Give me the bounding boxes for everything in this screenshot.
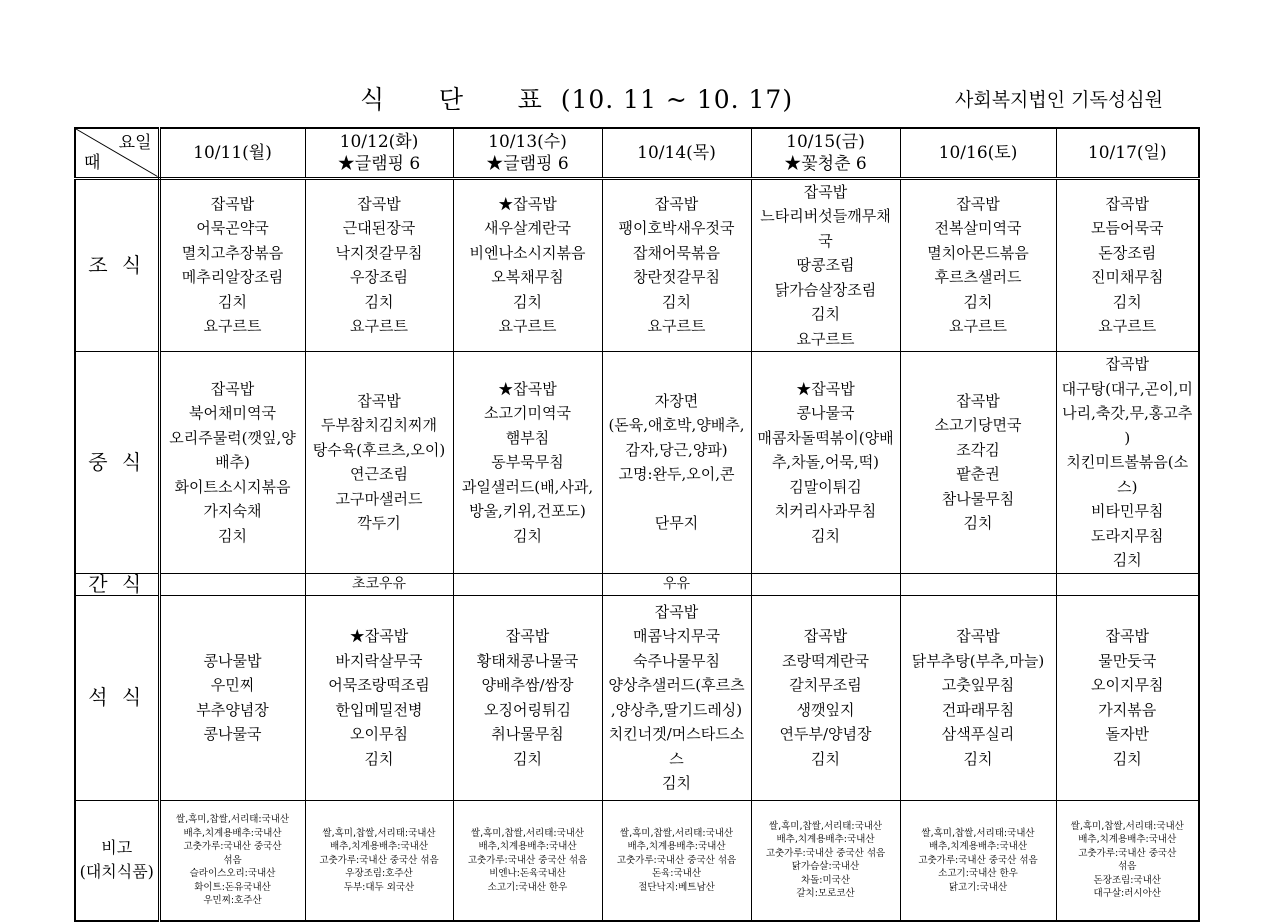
- breakfast-cell-7: [1056, 178, 1199, 352]
- dinner-item: 김치: [963, 749, 993, 768]
- note-cell-4: [602, 800, 751, 921]
- breakfast-item: 김치: [218, 292, 247, 311]
- breakfast-item: 근대된장국: [342, 219, 416, 238]
- breakfast-item: 국: [818, 231, 833, 250]
- page-title: 식 단 표 (10. 11 ~ 10. 17): [360, 85, 794, 114]
- note-item: 화이트:돈유국내산: [194, 881, 271, 893]
- day-axis-label: 요일: [118, 133, 152, 153]
- lunch-item: 나리,축갓,무,홍고추: [1062, 404, 1193, 422]
- breakfast-cell-3: [453, 178, 602, 352]
- day-event: ★글램핑 6: [486, 153, 569, 174]
- lunch-item: 김말이튀김: [789, 477, 862, 496]
- dinner-item: 숙주나물무침: [633, 651, 720, 670]
- note-item: 소고기:국내산 한우: [938, 868, 1018, 879]
- note-item: 돈장조림:국내산: [1093, 874, 1161, 886]
- day-header-5: [751, 128, 900, 178]
- lunch-item: 화이트소시지볶음: [174, 477, 291, 496]
- lunch-cell-2: [305, 352, 453, 574]
- day-header-3: [453, 128, 602, 178]
- note-item: 갈치:모로코산: [796, 888, 855, 900]
- lunch-item: 가지숙채: [203, 502, 262, 520]
- dinner-item: 돌자반: [1105, 725, 1149, 743]
- dinner-item: 김치: [513, 749, 542, 768]
- breakfast-item: 진미채무침: [1091, 268, 1164, 287]
- breakfast-item: 잡곡밥: [357, 194, 401, 213]
- lunch-item: 두부참치김치찌개: [321, 416, 437, 435]
- note-item: 섞음: [1118, 861, 1137, 873]
- dinner-item: 황태채콩나물국: [476, 651, 579, 670]
- lunch-item: 스): [1117, 477, 1138, 496]
- note-item: 쌀,흑미,찹쌀,서리태:국내산: [1070, 820, 1184, 832]
- breakfast-item: 잡곡밥: [1105, 194, 1149, 213]
- dinner-item: 갈치무조림: [789, 676, 862, 694]
- day-date: 10/11(월): [193, 142, 272, 163]
- note-item: 고춧가루:국내산 중국산 섞음: [319, 854, 439, 866]
- dinner-item: 스: [669, 749, 684, 768]
- row-label: 조 식: [75, 178, 159, 352]
- lunch-item: ★잡곡밥: [498, 379, 557, 398]
- lunch-item: ): [1124, 428, 1131, 447]
- lunch-item: 팥춘권: [956, 465, 1000, 484]
- note-item: 우민찌:호주산: [203, 895, 262, 906]
- lunch-cell-4: [602, 352, 751, 574]
- dinner-item: 건파래무침: [941, 700, 1015, 719]
- breakfast-item: 김치: [364, 292, 394, 311]
- note-cell-5: [751, 800, 900, 921]
- day-date: 10/12(화): [339, 131, 419, 152]
- snack-cell-7: [1056, 573, 1199, 595]
- breakfast-item: 멸치아몬드볶음: [927, 243, 1029, 262]
- note-item: 고춧가루:국내산 중국산: [1078, 847, 1177, 859]
- dinner-cell-4: [602, 595, 751, 800]
- breakfast-cell-4: [602, 178, 751, 352]
- lunch-item: 과일샐러드(배,사과,: [461, 477, 594, 496]
- breakfast-item: 요구르트: [350, 317, 408, 336]
- note-item: 섞음: [223, 854, 242, 866]
- note-item: 슬라이스오리:국내산: [189, 868, 276, 879]
- note-item: 절단낙지:베트남산: [638, 881, 715, 893]
- lunch-cell-3: [453, 352, 602, 574]
- note-item: 배추,치계용배추:국내산: [627, 841, 726, 852]
- lunch-item: 잡곡밥: [956, 391, 1000, 410]
- breakfast-item: 잡곡밥: [210, 194, 255, 213]
- day-event: ★글램핑 6: [337, 153, 421, 174]
- breakfast-item: 김치: [963, 292, 993, 311]
- lunch-item: 배추): [215, 453, 250, 471]
- breakfast-item: 우장조림: [350, 268, 408, 287]
- note-item: 돈육:국내산: [651, 868, 702, 879]
- lunch-item: 김치: [811, 526, 840, 545]
- lunch-item: 동부묵무침: [491, 453, 564, 471]
- dinner-item: 연두부/양념장: [779, 725, 872, 743]
- breakfast-item: 닭가슴살장조림: [774, 280, 877, 299]
- note-label-sub: (대치식품): [79, 862, 154, 882]
- dinner-item: 김치: [1112, 749, 1142, 768]
- lunch-item: 고명:완두,오이,콘: [618, 465, 735, 484]
- dinner-item: 우민찌: [210, 676, 255, 694]
- snack-cell-3: [453, 573, 602, 595]
- breakfast-item: 요구르트: [949, 317, 1007, 336]
- dinner-cell-6: [900, 595, 1056, 800]
- day-header-2: [305, 128, 453, 178]
- dinner-item: 오징어링튀김: [484, 700, 571, 719]
- row-label: 중 식: [75, 352, 159, 574]
- dinner-cell-7: [1056, 595, 1199, 800]
- day-header-1: [159, 128, 305, 178]
- note-cell-1: [159, 800, 305, 921]
- dinner-item: ,양상추,딸기드레싱): [610, 700, 743, 719]
- note-item: 고춧가루:국내산 중국산 섞음: [467, 854, 588, 866]
- dinner-item: 김치: [364, 749, 394, 768]
- snack-cell-5: [751, 573, 900, 595]
- note-item: 고춧가루:국내산 중국산 섞음: [765, 847, 886, 859]
- dinner-item: 매콤낙지무국: [633, 627, 720, 645]
- breakfast-item: 잡채어묵볶음: [633, 243, 720, 262]
- breakfast-item: 멸치고추장볶음: [181, 243, 284, 262]
- dinner-item: 물만둣국: [1098, 651, 1157, 670]
- dinner-item: 부추양념장: [196, 700, 269, 719]
- lunch-item: 오리주물럭(깻잎,양: [169, 428, 296, 447]
- breakfast-item: 요구르트: [498, 317, 557, 336]
- day-date: 10/13(수): [488, 131, 567, 152]
- note-item: 배추,치계용배추:국내산: [330, 841, 428, 852]
- dinner-item: 닭부추탕(부추,마늘): [911, 651, 1045, 670]
- dinner-item: 바지락살무국: [335, 651, 423, 670]
- dinner-item: 생깻잎지: [796, 700, 855, 719]
- dinner-cell-1: [159, 595, 305, 800]
- note-item: 두부:대두 외국산: [343, 881, 415, 893]
- lunch-item: 잡곡밥: [210, 379, 255, 398]
- snack-cell-2: 초코우유: [305, 573, 453, 595]
- snack-cell-6: [900, 573, 1056, 595]
- lunch-item: 탕수육(후르츠,오이): [312, 440, 446, 459]
- dinner-item: 잡곡밥: [654, 602, 699, 621]
- note-item: 배추,치계용배추:국내산: [929, 841, 1027, 852]
- corner-cell: [75, 128, 159, 178]
- note-item: 비엔나:돈육국내산: [489, 868, 566, 879]
- lunch-item: 소고기당면국: [934, 416, 1022, 435]
- snack-row: [75, 573, 1199, 595]
- breakfast-item: 낙지젓갈무침: [335, 243, 423, 262]
- breakfast-item: 김치: [662, 292, 691, 311]
- breakfast-item: 요구르트: [203, 317, 262, 336]
- breakfast-item: 김치: [513, 292, 542, 311]
- lunch-item: 김치: [963, 514, 993, 533]
- lunch-item: 도라지무침: [1091, 526, 1164, 545]
- lunch-item: 김치: [218, 526, 247, 545]
- dinner-item: 콩나물밥: [203, 651, 262, 670]
- breakfast-item: 김치: [811, 305, 840, 323]
- note-row: [75, 800, 1199, 921]
- dinner-item: 김치: [811, 749, 840, 768]
- dinner-item: 김치: [662, 774, 691, 792]
- dinner-item: 잡곡밥: [956, 627, 1000, 645]
- breakfast-item: 느타리버섯들깨무채: [760, 207, 891, 225]
- dinner-item: 한입메밀전병: [335, 700, 423, 719]
- lunch-item: 추,차돌,어묵,떡): [771, 453, 880, 471]
- dinner-item: 어묵조랑떡조림: [328, 676, 430, 694]
- lunch-cell-7: [1056, 352, 1199, 574]
- dinner-item: 삼색푸실리: [941, 725, 1015, 743]
- dinner-cell-2: [305, 595, 453, 800]
- breakfast-item: 모듬어묵국: [1091, 219, 1164, 238]
- dinner-cell-5: [751, 595, 900, 800]
- lunch-item: 자장면: [654, 391, 699, 410]
- note-item: 배추,치계용배추:국내산: [478, 841, 577, 852]
- breakfast-item: 새우살계란국: [484, 219, 571, 238]
- lunch-item: 대구탕(대구,곤이,미: [1061, 379, 1193, 398]
- note-item: 차돌:미국산: [800, 874, 851, 886]
- breakfast-item: 메추리알장조림: [181, 268, 284, 287]
- dinner-item: 잡곡밥: [803, 627, 848, 645]
- day-date: 10/15(금): [786, 131, 865, 152]
- lunch-item: 깍두기: [357, 514, 401, 533]
- note-cell-2: [305, 800, 453, 921]
- lunch-item: 비타민무침: [1091, 502, 1164, 520]
- dinner-row: [75, 595, 1199, 800]
- breakfast-item: 후르츠샐러드: [934, 268, 1022, 287]
- note-item: 고춧가루:국내산 중국산 섞음: [616, 854, 737, 866]
- lunch-item: 매콤차돌떡볶이(양배: [757, 428, 894, 447]
- dinner-cell-3: [453, 595, 602, 800]
- lunch-item: 김치: [513, 526, 542, 545]
- dinner-item: 오이무침: [350, 725, 408, 743]
- dinner-item: 고춧잎무침: [941, 676, 1015, 694]
- dinner-item: 오이지무침: [1091, 676, 1164, 694]
- dinner-item: 치킨너겟/머스타드소: [608, 725, 745, 743]
- snack-cell-1: [159, 573, 305, 595]
- breakfast-item: 오복채무침: [491, 268, 564, 287]
- breakfast-item: 잡곡밥: [803, 182, 848, 201]
- lunch-item: 단무지: [654, 514, 699, 533]
- note-item: 쌀,흑미,찹쌀,서리태:국내산: [322, 827, 436, 839]
- day-header-4: [602, 128, 751, 178]
- breakfast-item: 잡곡밥: [654, 194, 699, 213]
- lunch-item: 조각김: [956, 440, 1000, 459]
- lunch-item: ★잡곡밥: [796, 379, 855, 398]
- dinner-item: 양배추쌈/쌈장: [481, 676, 574, 694]
- note-item: 배추,치계용배추:국내산: [183, 827, 282, 839]
- lunch-item: 연근조림: [350, 465, 408, 484]
- note-item: 쌀,흑미,찹쌀,서리태:국내산: [470, 827, 585, 839]
- breakfast-item: 창란젓갈무침: [633, 268, 720, 287]
- breakfast-cell-5: [751, 178, 900, 352]
- lunch-item: (돈육,애호박,양배추,: [608, 416, 745, 435]
- header-row: [75, 128, 1199, 178]
- dinner-item: 양상추샐러드(후르츠: [608, 676, 745, 694]
- day-date: 10/14(목): [637, 142, 716, 163]
- note-item: 쌀,흑미,찹쌀,서리태:국내산: [175, 814, 290, 825]
- meal-axis-label: 때: [84, 152, 101, 173]
- lunch-cell-6: [900, 352, 1056, 574]
- note-cell-6: [900, 800, 1056, 921]
- breakfast-item: 돈장조림: [1098, 243, 1157, 262]
- lunch-item: 콩나물국: [796, 404, 855, 422]
- breakfast-item: 땅콩조림: [796, 256, 855, 274]
- row-label: [75, 800, 159, 921]
- lunch-cell-5: [751, 352, 900, 574]
- dinner-item: 콩나물국: [203, 725, 262, 743]
- breakfast-item: 김치: [1112, 292, 1142, 311]
- breakfast-item: 어묵곤약국: [196, 219, 269, 238]
- note-item: 배추,치계용배추:국내산: [776, 834, 875, 846]
- dinner-item: 취나물무침: [491, 725, 564, 743]
- lunch-item: 치커리사과무침: [774, 502, 877, 520]
- breakfast-row: [75, 178, 1199, 352]
- note-item: 쌀,흑미,찹쌀,서리태:국내산: [921, 827, 1035, 839]
- dinner-item: 조랑떡계란국: [782, 651, 869, 670]
- day-event: ★꽃청춘 6: [784, 153, 867, 174]
- breakfast-item: 팽이호박새우젓국: [618, 219, 735, 238]
- note-cell-3: [453, 800, 602, 921]
- note-item: 고춧가루:국내산 중국산 섞음: [918, 854, 1038, 866]
- day-date: 10/17(일): [1087, 142, 1167, 163]
- day-header-7: [1056, 128, 1199, 178]
- lunch-item: 참나물무침: [941, 489, 1015, 508]
- day-header-6: [900, 128, 1056, 178]
- row-label: 석 식: [75, 595, 159, 800]
- organization-name: 사회복지법인 기독성심원: [955, 89, 1163, 111]
- breakfast-cell-6: [900, 178, 1056, 352]
- lunch-item: 햄부침: [505, 428, 550, 447]
- breakfast-item: 비엔나소시지볶음: [469, 243, 586, 262]
- day-date: 10/16(토): [938, 142, 1018, 163]
- lunch-item: 소고기미역국: [484, 404, 571, 422]
- dinner-item: 가지볶음: [1098, 700, 1157, 719]
- breakfast-item: ★잡곡밥: [498, 194, 557, 213]
- note-item: 소고기:국내산 한우: [487, 881, 568, 893]
- dinner-item: ★잡곡밥: [349, 627, 409, 645]
- breakfast-item: 전복살미역국: [934, 219, 1022, 238]
- lunch-item: 치킨미트볼볶음(소: [1066, 453, 1189, 471]
- breakfast-cell-2: [305, 178, 453, 352]
- snack-cell-4: 우유: [602, 573, 751, 595]
- note-label-line: 비고: [101, 838, 133, 858]
- lunch-item: 잡곡밥: [1105, 355, 1149, 373]
- lunch-item: [605, 487, 749, 512]
- meal-plan-table: [74, 127, 1200, 922]
- lunch-item: 김치: [1112, 551, 1142, 569]
- row-label: 간 식: [75, 573, 159, 595]
- note-item: 고춧가루:국내산 중국산: [183, 841, 282, 852]
- note-item: 닭가슴살:국내산: [791, 861, 860, 873]
- breakfast-item: 요구르트: [647, 317, 706, 336]
- lunch-item: 방울,키위,건포도): [469, 502, 586, 520]
- breakfast-item: 요구르트: [796, 329, 855, 348]
- note-cell-7: [1056, 800, 1199, 921]
- note-item: 대구살:러시아산: [1093, 888, 1161, 900]
- note-item: 쌀,흑미,찹쌀,서리태:국내산: [768, 820, 883, 832]
- note-item: 닭고기:국내산: [948, 881, 1008, 893]
- dinner-item: 잡곡밥: [1105, 627, 1149, 645]
- lunch-item: 감자,당근,양파): [625, 440, 728, 459]
- note-item: 배추,치계용배추:국내산: [1078, 834, 1177, 846]
- lunch-item: 고구마샐러드: [335, 489, 423, 508]
- dinner-item: 잡곡밥: [505, 627, 550, 645]
- note-item: 우장조림:호주산: [345, 868, 413, 879]
- breakfast-item: 잡곡밥: [956, 194, 1000, 213]
- breakfast-item: 요구르트: [1098, 317, 1157, 336]
- lunch-item: 북어채미역국: [189, 404, 276, 422]
- lunch-row: [75, 352, 1199, 574]
- note-item: 쌀,흑미,찹쌀,서리태:국내산: [619, 827, 734, 839]
- lunch-cell-1: [159, 352, 305, 574]
- breakfast-cell-1: [159, 178, 305, 352]
- lunch-item: 잡곡밥: [357, 391, 401, 410]
